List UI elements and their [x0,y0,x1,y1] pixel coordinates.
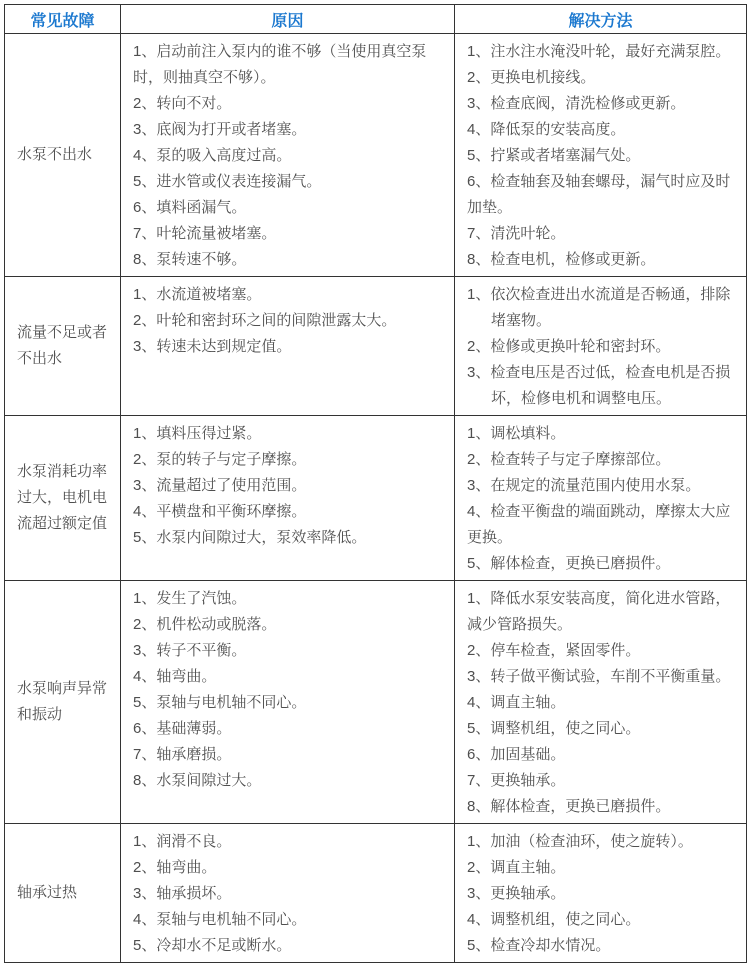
solution-item: 5、调整机组，使之同心。 [467,720,641,737]
solution-item: 7、清洗叶轮。 [467,225,566,242]
causes-cell [121,581,455,824]
fault-cell: 水泵响声异常和振动 [5,581,121,824]
cause-item: 3、底阀为打开或者堵塞。 [133,121,307,138]
solution-item: 1、降低水泵安装高度，简化进水管路，减少管路损失。 [467,590,731,633]
cause-item: 1、润滑不良。 [133,833,232,850]
cause-item: 7、叶轮流量被堵塞。 [133,225,277,242]
cause-item: 1、发生了汽蚀。 [133,590,247,607]
cause-item: 2、转向不对。 [133,95,232,112]
cause-item: 1、水流道被堵塞。 [133,286,262,303]
cause-item: 5、进水管或仪表连接漏气。 [133,173,322,190]
solution-item: 6、检查轴套及轴套螺母，漏气时应及时加垫。 [467,173,731,216]
solution-item: 6、加固基础。 [467,746,566,763]
solution-item: 4、检查平衡盘的端面跳动，摩擦太大应更换。 [467,503,731,546]
solution-item: 2、更换电机接线。 [467,69,596,86]
column-header-solutions: 解决方法 [455,5,747,34]
cause-item: 3、转子不平衡。 [133,642,247,659]
solution-item: 3、检查电压是否过低，检查电机是否损坏，检修电机和调整电压。 [467,364,731,407]
cause-item: 2、泵的转子与定子摩擦。 [133,451,307,468]
cause-item: 2、叶轮和密封环之间的间隙泄露太大。 [133,312,397,329]
solutions-cell [455,824,747,963]
cause-item: 7、轴承磨损。 [133,746,232,763]
cause-item: 5、水泵内间隙过大，泵效率降低。 [133,529,367,546]
solution-item: 4、调直主轴。 [467,694,566,711]
table-row [5,581,747,824]
column-header-causes: 原因 [121,5,455,34]
cause-item: 5、泵轴与电机轴不同心。 [133,694,307,711]
table-row [5,824,747,963]
solutions-cell [455,581,747,824]
solution-item: 3、更换轴承。 [467,885,566,902]
cause-item: 5、冷却水不足或断水。 [133,937,292,954]
header-row [5,5,747,34]
solutions-cell [455,34,747,277]
cause-item: 1、填料压得过紧。 [133,425,262,442]
solution-item: 3、转子做平衡试验，车削不平衡重量。 [467,668,731,685]
solution-item: 7、更换轴承。 [467,772,566,789]
cause-item: 6、基础薄弱。 [133,720,232,737]
solution-item: 4、降低泵的安装高度。 [467,121,626,138]
table-header [5,5,747,34]
solution-item: 3、检查底阀，清洗检修或更新。 [467,95,686,112]
causes-cell [121,34,455,277]
fault-cell: 流量不足或者不出水 [5,277,121,416]
causes-cell [121,824,455,963]
cause-item: 4、平横盘和平衡环摩擦。 [133,503,307,520]
cause-item: 4、泵的吸入高度过高。 [133,147,292,164]
cause-item: 2、机件松动或脱落。 [133,616,277,633]
solution-item: 5、检查冷却水情况。 [467,937,611,954]
cause-item: 6、填料函漏气。 [133,199,247,216]
fault-cell: 水泵消耗功率过大，电机电流超过额定值 [5,416,121,581]
cause-item: 2、轴弯曲。 [133,859,217,876]
table-row [5,277,747,416]
solutions-cell [455,277,747,416]
column-header-fault: 常见故障 [5,5,121,34]
solution-item: 2、检修或更换叶轮和密封环。 [467,338,671,355]
solution-item: 5、解体检查，更换已磨损件。 [467,555,671,572]
causes-cell [121,416,455,581]
cause-item: 3、转速未达到规定值。 [133,338,292,355]
solution-item: 4、调整机组，使之同心。 [467,911,641,928]
solution-item: 8、解体检查，更换已磨损件。 [467,798,671,815]
cause-item: 4、泵轴与电机轴不同心。 [133,911,307,928]
solution-item: 1、注水注水淹没叶轮，最好充满泵腔。 [467,43,731,60]
cause-item: 8、水泵间隙过大。 [133,772,262,789]
cause-item: 4、轴弯曲。 [133,668,217,685]
solutions-cell [455,416,747,581]
cause-item: 8、泵转速不够。 [133,251,247,268]
table-body [5,34,747,963]
cause-item: 3、轴承损坏。 [133,885,232,902]
solution-item: 3、在规定的流量范围内使用水泵。 [467,477,701,494]
solution-item: 2、检查转子与定子摩擦部位。 [467,451,671,468]
pump-fault-table [4,4,747,963]
solution-item: 1、加油（检查油环，使之旋转）。 [467,833,693,850]
fault-cell: 轴承过热 [5,824,121,963]
solution-item: 1、依次检查进出水流道是否畅通，排除堵塞物。 [467,286,731,329]
cause-item: 3、流量超过了使用范围。 [133,477,307,494]
solution-item: 1、调松填料。 [467,425,566,442]
causes-cell [121,277,455,416]
fault-cell: 水泵不出水 [5,34,121,277]
solution-item: 2、调直主轴。 [467,859,566,876]
cause-item: 1、启动前注入泵内的谁不够（当使用真空泵时，则抽真空不够）。 [133,43,427,86]
solution-item: 8、检查电机，检修或更新。 [467,251,656,268]
table-row [5,34,747,277]
solution-item: 5、拧紧或者堵塞漏气处。 [467,147,641,164]
table-row [5,416,747,581]
solution-item: 2、停车检查，紧固零件。 [467,642,641,659]
